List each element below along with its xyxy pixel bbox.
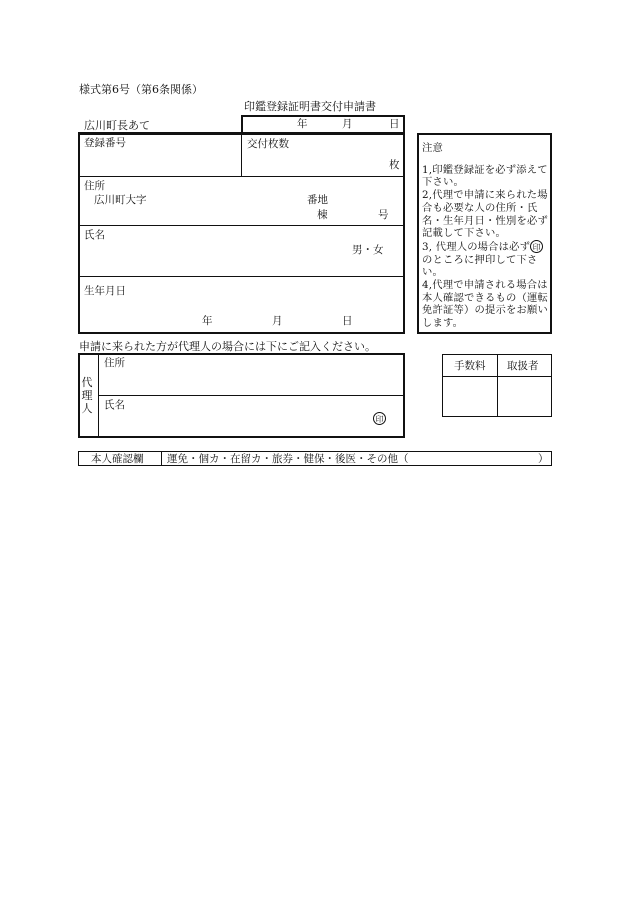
number-label: 号 xyxy=(378,209,389,221)
issue-count-unit: 枚 xyxy=(389,159,400,171)
note-3 xyxy=(422,240,552,279)
banchi-label: 番地 xyxy=(307,194,328,206)
proxy-seal xyxy=(373,412,386,425)
address-prefix: 広川町大字 xyxy=(94,194,147,206)
seal-icon: 印 xyxy=(373,412,386,425)
seal-icon: 印 xyxy=(530,240,543,253)
birthdate-label[interactable]: 生年月日 xyxy=(84,285,126,297)
note-2: 2,代理で申請に来られた場合も必要な人の住所・氏名・生年月日・性別を必ず記載して下さい。 xyxy=(422,189,548,240)
fee-cell[interactable] xyxy=(443,377,497,416)
handler-cell[interactable] xyxy=(498,377,551,416)
date-year-label: 年 xyxy=(297,118,308,130)
row-divider-1 xyxy=(79,176,404,177)
gender-selector[interactable]: 男・女 xyxy=(352,244,384,256)
registration-number-field[interactable]: 登録番号 xyxy=(84,137,126,149)
name-label[interactable]: 氏名 xyxy=(84,229,105,241)
note-1: 1,印鑑登録証を必ず添えて下さい。 xyxy=(422,163,548,189)
form-number: 様式第6号（第6条関係） xyxy=(79,83,203,96)
verification-label: 本人確認欄 xyxy=(91,453,144,465)
note-3-pre: 3, 代理人の場合は必ず xyxy=(422,240,531,253)
notes-title: 注意 xyxy=(422,142,443,154)
form-title: 印鑑登録証明書交付申請書 xyxy=(244,100,376,113)
building-label: 棟 xyxy=(317,209,328,221)
proxy-instruction: 申請に来られた方が代理人の場合には下にご記入ください。 xyxy=(79,340,376,353)
proxy-label: 代理人 xyxy=(81,376,93,415)
divider-registration xyxy=(241,134,242,176)
note-3-post: のところに押印して下さい。 xyxy=(422,253,538,279)
row-divider-3 xyxy=(79,276,404,277)
birth-day-label: 日 xyxy=(342,315,353,327)
row-divider-2 xyxy=(79,225,404,226)
birth-month-label: 月 xyxy=(272,315,283,327)
proxy-name-field[interactable]: 氏名 xyxy=(104,399,125,411)
birth-year-label: 年 xyxy=(202,315,213,327)
date-box xyxy=(241,115,405,134)
verification-close-paren: ） xyxy=(538,453,549,465)
date-day-label: 日 xyxy=(389,118,400,130)
addressee: 広川町長あて xyxy=(84,119,150,132)
notes-content xyxy=(422,142,552,330)
handler-header: 取扱者 xyxy=(507,360,539,372)
proxy-address-field[interactable]: 住所 xyxy=(104,357,125,369)
fee-header: 手数料 xyxy=(454,360,486,372)
date-month-label: 月 xyxy=(342,118,353,130)
issue-count-field[interactable]: 交付枚数 xyxy=(247,138,289,150)
verification-divider xyxy=(161,452,162,465)
address-label[interactable]: 住所 xyxy=(84,180,105,192)
proxy-row-divider xyxy=(99,395,404,396)
note-4: 4,代理で申請される場合は本人確認できるもの（運転免許証等）の提示をお願いします。 xyxy=(422,279,548,330)
verification-options[interactable]: 運免・個カ・在留カ・旅券・健保・後医・その他（ xyxy=(167,453,409,465)
